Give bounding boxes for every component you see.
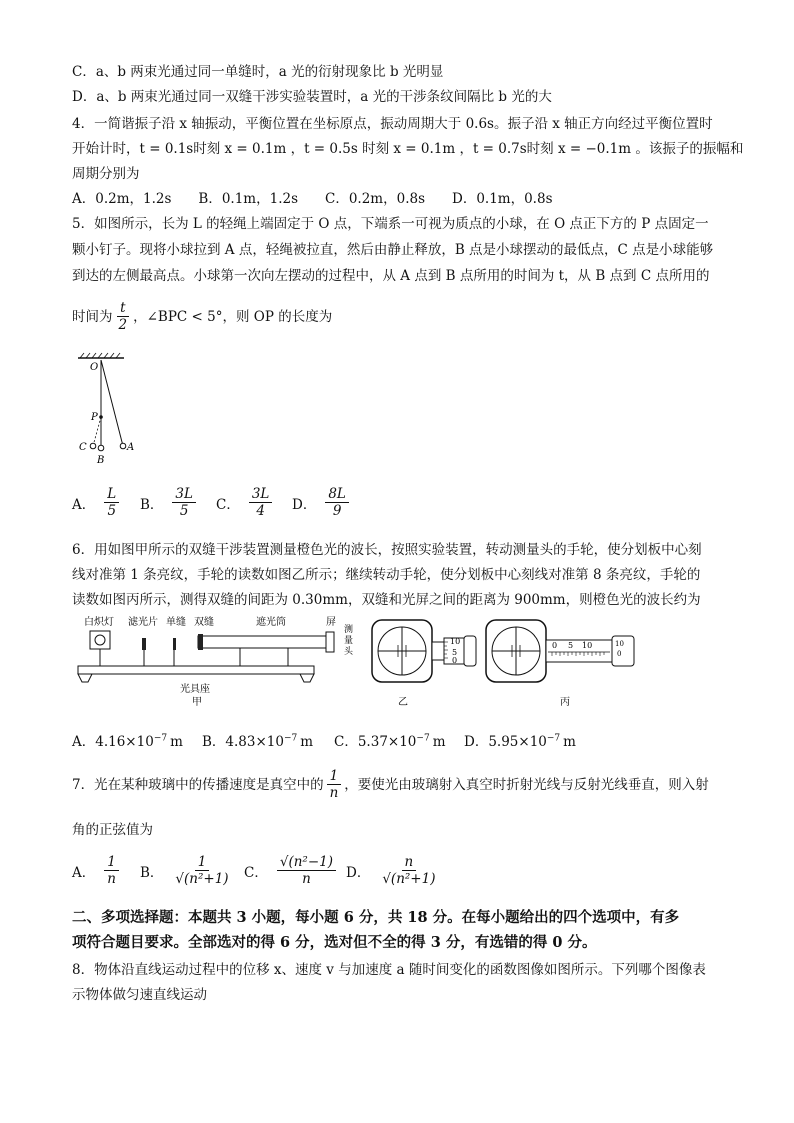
q5-option-c: C． $\frac{3L}{4}$ <box>216 486 275 519</box>
q6-stem-line1: 6．用如图甲所示的双缝干涉装置测量橙色光的波长，按照实验装置，转动测量头的手轮，使分划板中心刻 <box>72 542 702 558</box>
interference-apparatus-figure <box>70 612 360 708</box>
reading-figure-bing <box>484 612 644 708</box>
filter <box>142 638 146 650</box>
label-filter: 滤光片 <box>128 617 158 628</box>
q6-stem-line3: 读数如图丙所示，测得双缝的间距为 0.30mm，双缝和光屏之间的距离为 900mm，则橙色光的波长约为 <box>72 592 701 608</box>
label-double-slit: 双缝 <box>194 617 214 628</box>
label-lamp: 白炽灯 <box>84 617 114 628</box>
svg-text:0: 0 <box>552 641 558 650</box>
q5-frac-den: 2 <box>118 317 128 333</box>
label-screen: 屏 <box>326 617 336 628</box>
reading-figure-yi <box>370 612 480 708</box>
svg-text:10: 10 <box>450 637 461 646</box>
label-bench: 光具座 <box>180 684 210 695</box>
label-a: A <box>127 442 135 453</box>
pendulum-figure <box>70 350 150 470</box>
q5-option-a: A． $\frac{L}{5}$ <box>72 486 122 519</box>
q3-option-c: C．a、b 两束光通过同一单缝时，a 光的衍射现象比 b 光明显 <box>72 64 444 80</box>
label-head-1: 测 <box>344 625 354 635</box>
svg-text:0: 0 <box>452 656 458 665</box>
q5-stem-line2: 颗小钉子。现将小球拉到 A 点，轻绳被拉直，然后由静止释放，B 点是小球摆动的最低点，C 点是小球能够 <box>72 242 714 258</box>
ball-b <box>98 445 104 451</box>
q7-stem-line1: 7．光在某种玻璃中的传播速度是真空中的 $\frac{1}{n}$ ，要使光由玻璃射入真空时折射光线与反射光线垂直，则入射 <box>72 768 709 801</box>
label-c: C <box>79 442 87 453</box>
q6-option-b: B．$4.83\times 10^{-7}$ m <box>202 733 314 750</box>
q6-option-c: C．$5.37\times 10^{-7}$ m <box>334 733 446 750</box>
q4-stem-line3: 周期分别为 <box>72 166 140 182</box>
caption-bing: 丙 <box>560 697 570 708</box>
nail-p <box>99 415 103 419</box>
q8-stem-line1: 8．物体沿直线运动过程中的位移 x、速度 v 与加速度 a 随时间变化的函数图像如图所示。下列哪个图像表 <box>72 962 706 978</box>
double-slit <box>198 634 203 650</box>
caption-yi: 乙 <box>398 697 408 708</box>
svg-text:5: 5 <box>452 648 458 657</box>
svg-text:5: 5 <box>568 641 574 650</box>
single-slit <box>173 638 176 650</box>
q7-stem-line2: 角的正弦值为 <box>72 822 153 838</box>
q4-stem-line1: 4．一简谐振子沿 x 轴振动，平衡位置在坐标原点，振动周期大于 0.6s。振子沿 x 轴正方向经过平衡位置时 <box>72 116 713 132</box>
q5-frac-num: t <box>117 300 128 317</box>
string-to-a <box>101 360 123 446</box>
label-o: O <box>90 362 99 373</box>
ball-c <box>90 443 96 449</box>
section2-heading-line1: 二、多项选择题：本题共 3 小题，每小题 6 分，共 18 分。在每小题给出的四个选项中，有多 <box>72 909 680 926</box>
label-p: P <box>91 412 98 423</box>
label-b: B <box>97 455 105 466</box>
q5-line4-post: ，∠BPC < 5°，则 OP 的长度为 <box>133 308 333 325</box>
optical-bench <box>78 666 314 674</box>
light-tube <box>198 636 326 648</box>
q7-option-d: D． $\frac{n}{\text{√(n²+1)}}$ <box>346 854 436 887</box>
q6-stem-line2: 线对准第 1 条亮纹，手轮的读数如图乙所示；继续转动手轮，使分划板中心刻线对准第 8 条亮纹，手轮的 <box>72 567 701 583</box>
q7-option-a: A． $\frac{1}{n}$ <box>72 854 122 887</box>
label-tube: 遮光筒 <box>256 617 286 628</box>
q7-fraction: $\frac{1}{n}$ <box>327 768 342 801</box>
svg-text:0: 0 <box>617 650 622 658</box>
label-single-slit: 单缝 <box>166 617 186 628</box>
label-head-2: 量 <box>344 636 354 646</box>
q7-option-b: B． $\frac{1}{\text{√(n²+1)}}$ <box>140 854 229 887</box>
measuring-head <box>326 632 334 652</box>
q6-option-d: D．$5.95\times 10^{-7}$ m <box>464 733 576 750</box>
q5-option-b: B． $\frac{3L}{5}$ <box>140 486 199 519</box>
label-head-3: 头 <box>344 647 354 657</box>
q5-line4-pre: 时间为 <box>72 308 113 325</box>
q6-option-a: A．$4.16\times 10^{-7}$ m <box>72 733 183 750</box>
q5-stem-line1: 5．如图所示，长为 L 的轻绳上端固定于 O 点，下端系一可视为质点的小球，在 O 点正下方的 P 点固定一 <box>72 216 709 232</box>
svg-text:10: 10 <box>582 641 593 650</box>
q5-fraction <box>116 300 131 333</box>
caption-jia: 甲 <box>192 697 202 708</box>
lamp-bulb <box>95 635 105 645</box>
q5-option-d: D． $\frac{8L}{9}$ <box>292 486 352 519</box>
ball-a <box>120 443 126 449</box>
q4-options: A．0.2m，1.2s B．0.1m，1.2s C．0.2m，0.8s D．0.1m，0.8s <box>72 191 553 207</box>
q8-stem-line2: 示物体做匀速直线运动 <box>72 987 207 1003</box>
svg-text:10: 10 <box>615 640 624 648</box>
section2-heading-line2: 项符合题目要求。全部选对的得 6 分，选对但不全的得 3 分，有选错的得 0 分。 <box>72 934 597 951</box>
q3-option-d: D．a、b 两束光通过同一双缝干涉实验装置时，a 光的干涉条纹间隔比 b 光的大 <box>72 89 552 105</box>
q5-stem-line4 <box>72 300 332 333</box>
q5-stem-line3: 到达的左侧最高点。小球第一次向左摆动的过程中，从 A 点到 B 点所用的时间为 t，从 B 点到 C 点所用的 <box>72 268 710 284</box>
q7-option-c: C． $\frac{\text{√(n²−1)}}{n}$ <box>244 854 339 887</box>
q4-stem-line2: 开始计时，t = 0.1s时刻 x = 0.1m ，t = 0.5s 时刻 x = 0.1m ，t = 0.7s时刻 x = −0.1m 。该振子的振幅和 <box>72 141 744 157</box>
